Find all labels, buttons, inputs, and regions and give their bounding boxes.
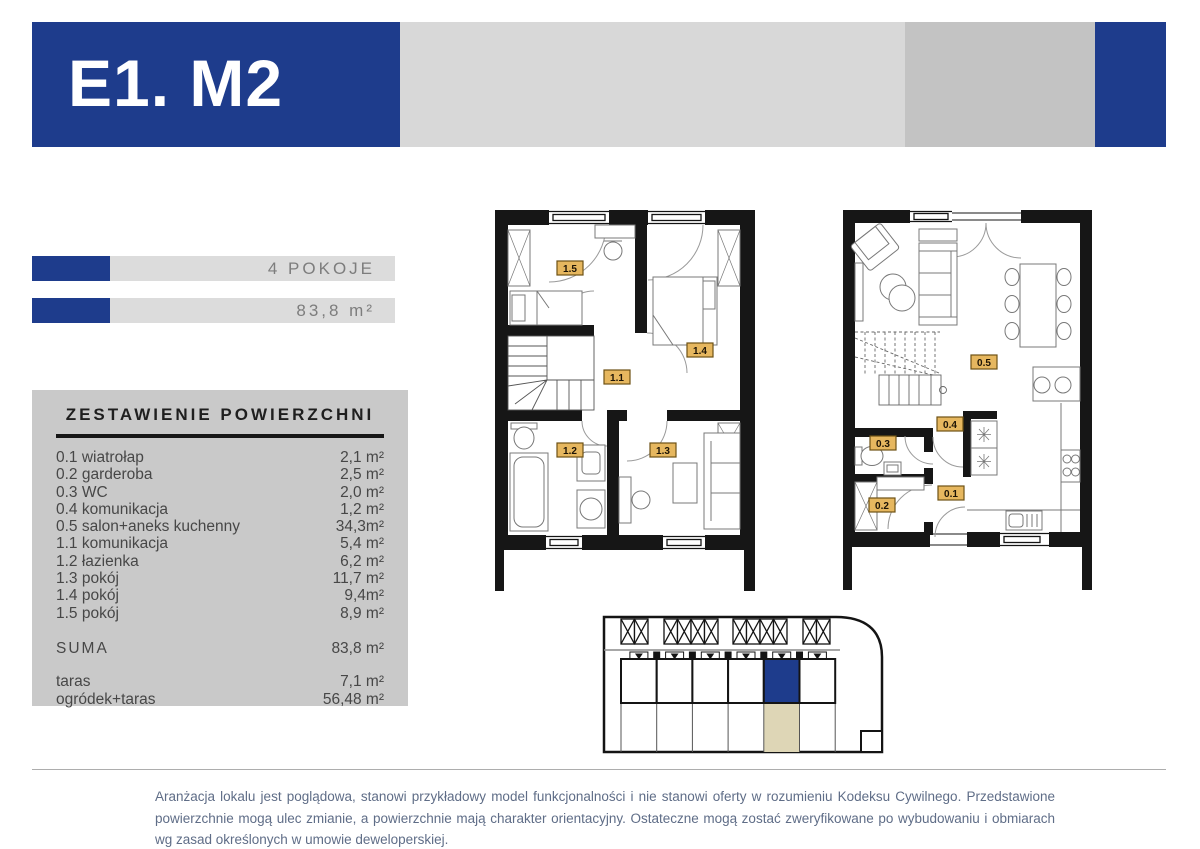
rooms-count-label: 4 POKOJE (267, 258, 375, 278)
area-table (32, 390, 408, 706)
room-label: 0.2 (875, 501, 889, 512)
header-band-light (400, 22, 905, 147)
rooms-summary-bar (32, 256, 395, 281)
bar-accent-segment (32, 256, 110, 281)
walls (495, 210, 755, 591)
staircase (508, 336, 594, 410)
room-label: 1.1 (610, 373, 624, 384)
footer-divider (32, 769, 1166, 770)
header-band-accent (1095, 22, 1166, 147)
unit (692, 659, 728, 703)
room-label: 0.3 (876, 439, 890, 450)
unit-title-box (32, 22, 400, 147)
furniture (850, 223, 1080, 532)
table-total-row: SUMA 83,8 m² (56, 639, 384, 657)
footer-disclaimer: Aranżacja lokalu jest poglądowa, stanowi przykładowy model funkcjonalności i nie stanowi oferty w rozumieniu Kodeksu Cywilnego. Przedstawione powierzchnie mogą ulec zmianie, a powierzchnie mają charakter orientacyjny. Ostateczne mogą zostać zweryfikowane po wybudowaniu i obmiarach wg zasad określonych w umowie deweloperskiej. (155, 789, 1055, 847)
room-label: 0.1 (944, 489, 958, 500)
room-label: 0.4 (943, 420, 957, 431)
unit (657, 659, 693, 703)
area-summary-bar (32, 298, 395, 323)
highlighted-unit (764, 659, 800, 703)
room-label: 1.3 (656, 446, 670, 457)
site-plan (598, 613, 890, 759)
unit-entry-markers (630, 652, 827, 659)
room-label: 1.5 (563, 264, 577, 275)
table-row: 0.2 garderoba 2,5 m² (56, 466, 384, 484)
unit-row (621, 659, 835, 703)
room-label: 1.4 (693, 346, 707, 357)
unit-title: E1. M2 (68, 46, 284, 120)
unit (621, 659, 657, 703)
staircase (855, 332, 947, 405)
site-notch (861, 731, 882, 752)
bar-accent-segment (32, 298, 110, 323)
ground-floor-plan (835, 205, 1100, 595)
unit (800, 659, 836, 703)
table-row: 1.2 łazienka 6,2 m² (56, 552, 384, 570)
total-area-label: 83,8 m² (296, 300, 375, 320)
highlighted-garden (764, 703, 800, 752)
table-row: 1.3 pokój 11,7 m² (56, 570, 384, 588)
header-band-mid (905, 22, 1095, 147)
room-label: 1.2 (563, 446, 577, 457)
room-label: 0.5 (977, 358, 991, 369)
area-table-rule (56, 434, 384, 438)
upper-floor-plan (487, 205, 763, 595)
unit (728, 659, 764, 703)
table-row: 0.5 salon+aneks kuchenny 34,3m² (56, 518, 384, 536)
table-row: 1.1 komunikacja 5,4 m² (56, 535, 384, 553)
area-table-title: ZESTAWIENIE POWIERZCHNI (65, 405, 375, 424)
table-row: 1.4 pokój 9,4m² (56, 587, 384, 605)
table-row: 0.1 wiatrołap 2,1 m² (56, 449, 384, 466)
table-row: 1.5 pokój 8,9 m² (56, 604, 384, 622)
table-row: 0.4 komunikacja 1,2 m² (56, 500, 384, 518)
table-row: 0.3 WC 2,0 m² (56, 483, 384, 501)
table-extra-row: taras 7,1 m² (56, 673, 384, 691)
table-extra-row: ogródek+taras 56,48 m² (56, 690, 384, 708)
